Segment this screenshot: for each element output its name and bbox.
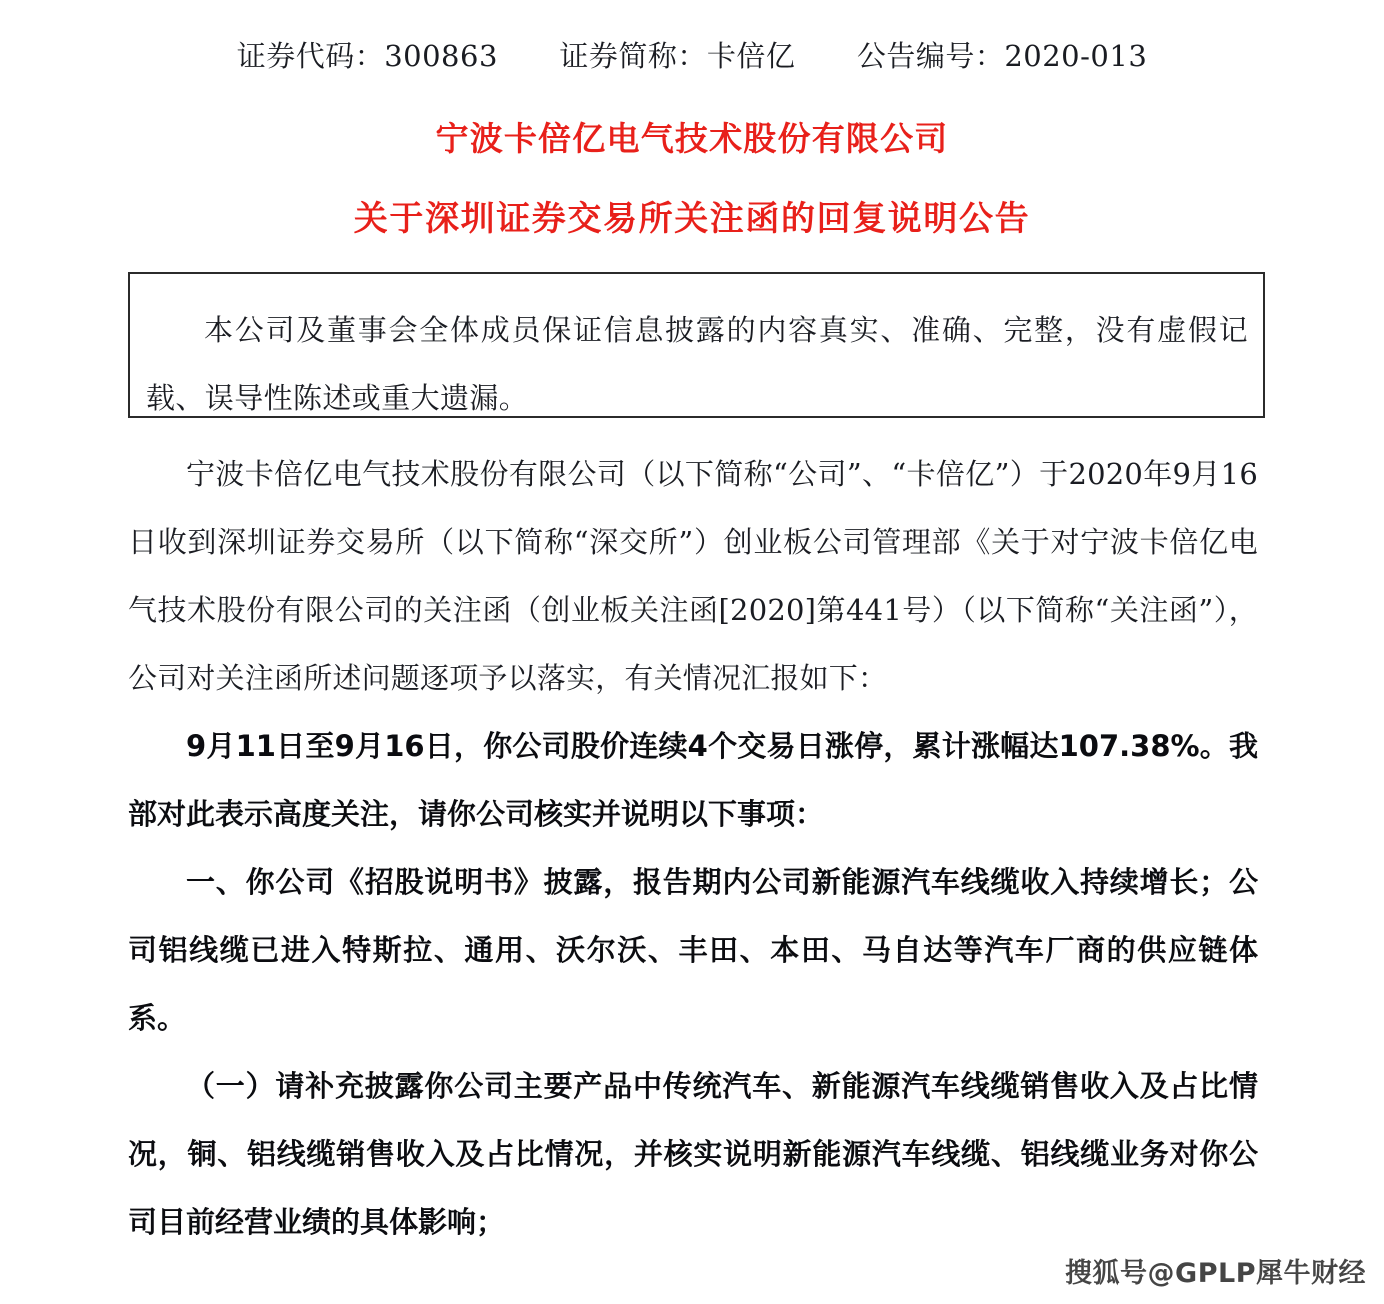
- body-paragraph-4: （一）请补充披露你公司主要产品中传统汽车、新能源汽车线缆销售收入及占比情况，铜、铝线缆销售收入及占比情况，并核实说明新能源汽车线缆、铝线缆业务对你公司目前经营业绩的具体影响；: [128, 1069, 1258, 1239]
- title-block: [0, 113, 1384, 245]
- source-watermark: 搜狐号@GPLP犀牛财经: [1065, 1258, 1366, 1289]
- body-paragraph-3: 一、你公司《招股说明书》披露，报告期内公司新能源汽车线缆收入持续增长；公司铝线缆已进入特斯拉、通用、沃尔沃、丰田、本田、马自达等汽车厂商的供应链体系。: [128, 865, 1258, 1035]
- disclaimer-text: 本公司及董事会全体成员保证信息披露的内容真实、准确、完整，没有虚假记载、误导性陈述或重大遗漏。: [146, 313, 1248, 415]
- disclaimer-box: [128, 272, 1265, 418]
- company-title: 宁波卡倍亿电气技术股份有限公司: [435, 119, 949, 158]
- body-paragraph-2: 9月11日至9月16日，你公司股价连续4个交易日涨停，累计涨幅达107.38%。我部对此表示高度关注，请你公司核实并说明以下事项：: [128, 729, 1258, 831]
- security-short-name: 证券简称：卡倍亿: [559, 39, 796, 73]
- document-header-line: [0, 36, 1384, 76]
- security-code: 证券代码：300863: [236, 39, 498, 73]
- announcement-number: 公告编号：2020-013: [856, 39, 1148, 73]
- subject-title: 关于深圳证券交易所关注函的回复说明公告: [353, 199, 1031, 239]
- document-body: [128, 440, 1258, 1256]
- body-paragraph-1: 宁波卡倍亿电气技术股份有限公司（以下简称“公司”、“卡倍亿”）于2020年9月16日收到深圳证券交易所（以下简称“深交所”）创业板公司管理部《关于对宁波卡倍亿电气技术股份有限公司的关注函（创业板关注函[2020]第441号）（以下简称“关注函”），公司对关注函所述问题逐项予以落实，有关情况汇报如下：: [128, 457, 1258, 695]
